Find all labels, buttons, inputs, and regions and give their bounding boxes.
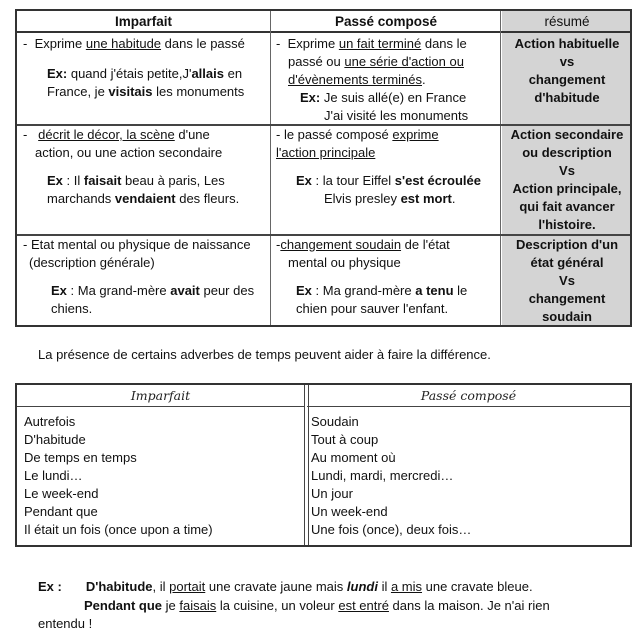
row1-passe-compose: - Exprime un fait terminé dans le passé ou une série d'action ou d'évènements terminés. Ex: Je suis allé(e) en France J'ai visité les monuments	[276, 36, 469, 123]
adverbs-header-passe-compose: Passé composé	[307, 385, 630, 407]
list-item: Il était un fois (once upon a time)	[24, 522, 213, 537]
list-item: Le lundi…	[24, 468, 83, 483]
row3-resume: Description d'un état général Vs changement soudain	[515, 237, 619, 324]
row2-resume: Action secondaire ou description Vs Action principale, qui fait avancer l'histoire.	[510, 127, 624, 232]
header-imparfait: Imparfait	[17, 11, 270, 33]
row2-passe-compose: - le passé composé exprime l'action principale Ex : la tour Eiffel s'est écroulée Elvis presley est mort.	[276, 127, 481, 206]
list-item: Pendant que	[24, 504, 98, 519]
list-item: Soudain	[311, 414, 359, 429]
col-divider	[304, 385, 309, 545]
row1-resume: Action habituelle vs changement d'habitude	[514, 36, 620, 105]
row1-imparfait: - Exprime une habitude dans le passé Ex: quand j'étais petite,J'allais en France, je visitais les monuments	[23, 36, 245, 99]
list-item: Un week-end	[311, 504, 388, 519]
example-label: Ex :	[38, 579, 62, 594]
intro-text: La présence de certains adverbes de temps peuvent aider à faire la différence.	[38, 347, 491, 362]
list-item: Lundi, mardi, mercredi…	[311, 468, 454, 483]
list-item: Autrefois	[24, 414, 76, 429]
list-item: Une fois (once), deux fois…	[311, 522, 472, 537]
header-passe-compose: Passé composé	[270, 11, 502, 33]
adverbs-list-imparfait	[24, 413, 213, 539]
adverbs-table	[15, 383, 632, 547]
list-item: D'habitude	[24, 432, 86, 447]
list-item: De temps en temps	[24, 450, 137, 465]
list-item: Le week-end	[24, 486, 99, 501]
list-item: Un jour	[311, 486, 353, 501]
row2-imparfait: - décrit le décor, la scène d'une action, ou une action secondaire Ex : Il faisait beau à paris, Les marchands vendaient des fleurs.	[23, 127, 240, 206]
adverbs-list-passe-compose	[311, 413, 471, 539]
header-resume: résumé	[502, 11, 632, 33]
row3-passe-compose: -changement soudain de l'état mental ou physique Ex : Ma grand-mère a tenu le chien pour sauver l'enfant.	[276, 237, 468, 316]
list-item: Tout à coup	[311, 432, 379, 447]
col-divider	[500, 11, 501, 325]
list-item: Au moment où	[311, 450, 396, 465]
adverbs-header-imparfait: Imparfait	[17, 385, 304, 407]
example-block: Ex : D'habitude, il portait une cravate jaune mais lundi il a mis une cravate bleue. Pendant que je faisais la cuisine, un voleur est entré dans la maison. Je n'ai rien entendu !	[38, 579, 550, 631]
col-divider	[270, 11, 271, 325]
comparison-table	[15, 9, 632, 327]
row3-imparfait: - Etat mental ou physique de naissance (description générale) Ex : Ma grand-mère avait peur des chiens.	[23, 237, 255, 316]
